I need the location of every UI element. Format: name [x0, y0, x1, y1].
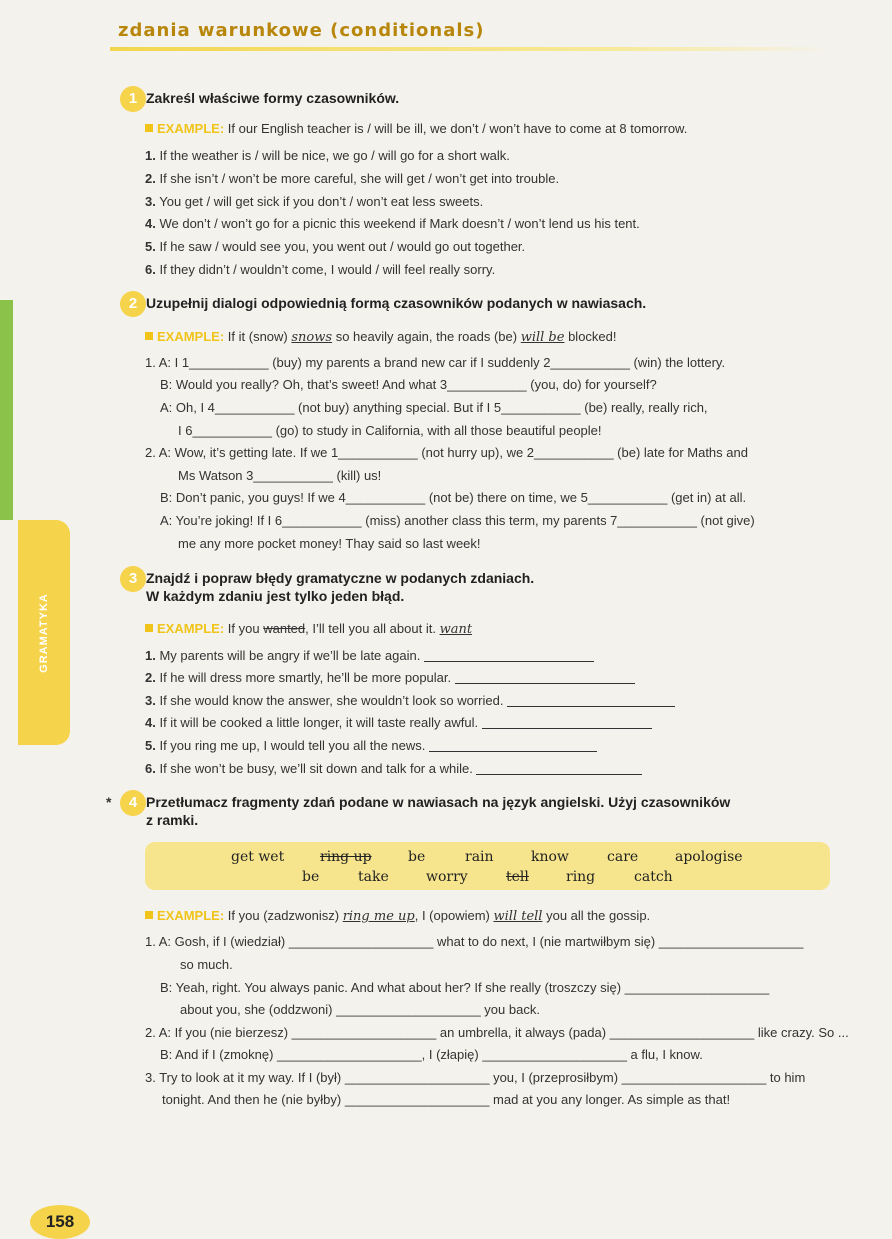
translation-line: 3. Try to look at it my way. If I (był) ____________________ you, I (przeprosiłbym) ____________________ to him — [145, 1070, 806, 1085]
page-number: 158 — [30, 1205, 90, 1239]
dialogue-line: A: You’re joking! If I 6___________ (miss) another class this term, my parents 7___________ (not give) — [160, 513, 755, 528]
list-item: 6. If they didn’t / wouldn’t come, I would / will feel really sorry. — [145, 262, 496, 277]
example-line: EXAMPLE: If you wanted, I’ll tell you all about it. want — [145, 620, 472, 638]
example-line: EXAMPLE: If it (snow) snows so heavily again, the roads (be) will be blocked! — [145, 328, 617, 346]
exercise-title: Uzupełnij dialogi odpowiednią formą czasowników podanych w nawiasach. — [146, 295, 647, 311]
list-item: 4. If it will be cooked a little longer, it will taste really awful. — [145, 714, 652, 731]
dialogue-line: Ms Watson 3___________ (kill) us! — [178, 468, 382, 483]
word: be — [302, 869, 320, 885]
word: get wet — [231, 849, 285, 865]
list-item: 1. My parents will be angry if we’ll be late again. — [145, 647, 594, 664]
word: care — [607, 849, 639, 865]
dialogue-line: 2. A: Wow, it’s getting late. If we 1___________ (not hurry up), we 2___________ (be) late for Maths and — [145, 445, 748, 460]
list-item: 4. We don’t / won’t go for a picnic this weekend if Mark doesn’t / won’t lend us his tent. — [145, 216, 640, 231]
list-item: 6. If she won’t be busy, we’ll sit down and talk for a while. — [145, 760, 642, 777]
word: take — [358, 869, 389, 885]
dialogue-line: B: Don’t panic, you guys! If we 4___________ (not be) there on time, we 5___________ (get in) at all. — [160, 490, 747, 505]
list-item: 3. You get / will get sick if you don’t / won’t eat less sweets. — [145, 194, 484, 209]
list-item: 2. If he will dress more smartly, he’ll be more popular. — [145, 669, 635, 686]
list-item: 5. If he saw / would see you, you went out / would go out together. — [145, 239, 526, 254]
word: apologise — [675, 849, 743, 865]
exercise-number-badge: 2 — [120, 291, 146, 317]
word: catch — [634, 869, 673, 885]
extension-star: * — [106, 794, 112, 810]
word: worry — [426, 869, 468, 885]
word: rain — [465, 849, 494, 865]
translation-line: 2. A: If you (nie bierzesz) ____________________ an umbrella, it always (pada) ____________________ like crazy. So ... — [145, 1025, 849, 1040]
translation-line: B: And if I (zmoknę) ____________________, I (złapię) ____________________ a flu, I know. — [160, 1047, 703, 1062]
exercise-title: Zakreśl właściwe formy czasowników. — [146, 90, 400, 106]
word: know — [531, 849, 569, 865]
word: ring — [566, 869, 596, 885]
exercise-number-badge: 1 — [120, 86, 146, 112]
translation-line: B: Yeah, right. You always panic. And what about her? If she really (troszczy się) ____________________ — [160, 980, 770, 995]
example-line: EXAMPLE: If you (zadzwonisz) ring me up, I (opowiem) will tell you all the gossip. — [145, 907, 650, 925]
exercise-title: Znajdź i popraw błędy gramatyczne w podanych zdaniach. W każdym zdaniu jest tylko jeden błąd. — [146, 570, 535, 604]
dialogue-line: 1. A: I 1___________ (buy) my parents a brand new car if I suddenly 2___________ (win) the lottery. — [145, 355, 726, 370]
list-item: 1. If the weather is / will be nice, we go / will go for a short walk. — [145, 148, 510, 163]
word: tell — [506, 869, 529, 885]
word: ring up — [320, 849, 372, 865]
dialogue-line: I 6___________ (go) to study in California, with all those beautiful people! — [178, 423, 602, 438]
list-item: 5. If you ring me up, I would tell you all the news. — [145, 737, 597, 754]
word-box — [145, 842, 830, 890]
exercise-number-badge: 3 — [120, 566, 146, 592]
word: be — [408, 849, 426, 865]
translation-line: so much. — [180, 957, 233, 972]
side-tab-label: GRAMATYKA — [38, 592, 50, 673]
list-item: 3. If she would know the answer, she wouldn’t look so worried. — [145, 692, 675, 709]
dialogue-line: B: Would you really? Oh, that’s sweet! And what 3___________ (you, do) for yourself? — [160, 377, 657, 392]
dialogue-line: A: Oh, I 4___________ (not buy) anything special. But if I 5___________ (be) really, really rich, — [160, 400, 708, 415]
translation-line: tonight. And then he (nie byłby) ____________________ mad at you any longer. As simple as that! — [162, 1092, 731, 1107]
section-header: zdania warunkowe (conditionals) — [118, 20, 485, 41]
example-line: EXAMPLE: If our English teacher is / will be ill, we don’t / won’t have to come at 8 tomorrow. — [145, 120, 687, 137]
exercise-title: Przetłumacz fragmenty zdań podane w nawiasach na język angielski. Użyj czasowników z ramki. — [146, 794, 731, 828]
translation-line: 1. A: Gosh, if I (wiedział) ____________________ what to do next, I (nie martwiłbym się) ____________________ — [145, 934, 804, 949]
dialogue-line: me any more pocket money! Thay said so last week! — [178, 536, 481, 551]
translation-line: about you, she (oddzwoni) ____________________ you back. — [180, 1002, 540, 1017]
page-edge-marker — [0, 300, 13, 520]
side-tab — [18, 520, 70, 745]
header-rule — [110, 47, 830, 51]
list-item: 2. If she isn’t / won’t be more careful, she will get / won’t get into trouble. — [145, 171, 560, 186]
exercise-number-badge: 4 — [120, 790, 146, 816]
